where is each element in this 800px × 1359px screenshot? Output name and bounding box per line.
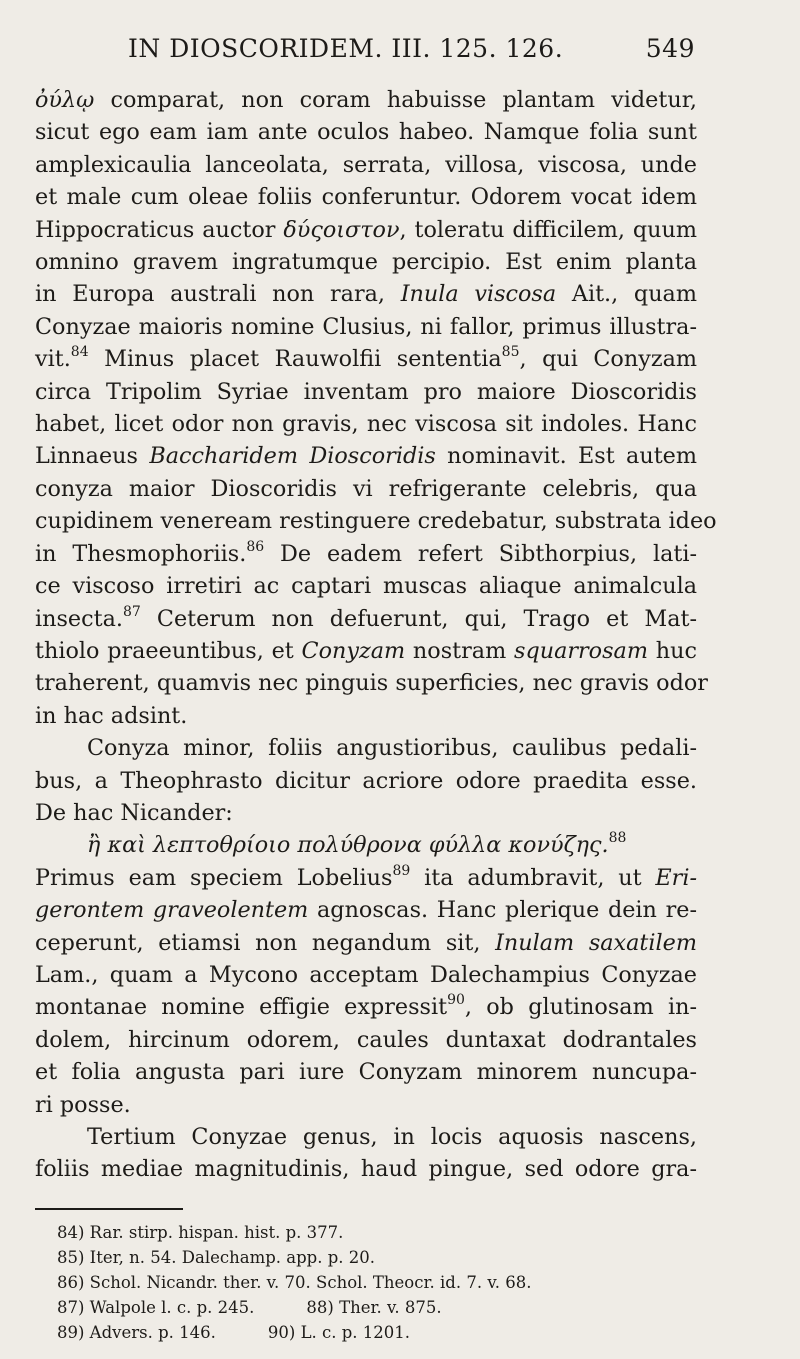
text-run: in hac adsint. (35, 702, 188, 729)
text-line (35, 1056, 697, 1088)
text-line (35, 149, 697, 181)
footnote (57, 1270, 800, 1295)
footnote-reference: 84 (70, 344, 89, 361)
text-run: Tertium Conyzae genus, in locis aquosis nascens, (87, 1124, 697, 1150)
footnote-text: 87) Walpole l. c. p. 245. (57, 1297, 255, 1317)
text-run: comparat, non coram habuisse plantam videtur, (94, 87, 697, 113)
text-line (35, 765, 697, 797)
italic-text: δύςοιστον (283, 216, 400, 243)
text-run: nominavit. Est autem (435, 443, 697, 470)
text-line (35, 991, 697, 1023)
footnote (57, 1295, 800, 1320)
text-line (35, 927, 697, 959)
text-line (35, 635, 697, 667)
text-line (35, 959, 697, 991)
footnote-reference: 89 (392, 862, 411, 879)
text-line (35, 278, 697, 310)
text-run: dolem, hircinum odorem, caules duntaxat dodrantales (35, 1026, 697, 1053)
text-line (35, 667, 708, 699)
text-run: foliis mediae magnitudinis, haud pingue, sed odore gra- (35, 1156, 697, 1183)
text-run: Conyza minor, foliis angustioribus, caulibus pedali- (87, 735, 697, 762)
italic-text: Inula viscosa (400, 281, 557, 308)
text-run: vit. (35, 346, 71, 373)
text-run: cupidinem veneream restinguere credebatur, substrata ideo (35, 508, 717, 535)
footnote-text: 89) Advers. p. 146. (57, 1322, 216, 1342)
text-run: Ceterum non defuerunt, qui, Trago et Mat- (140, 605, 697, 632)
footnote (57, 1245, 800, 1270)
text-line (35, 408, 697, 440)
italic-text: gerontem graveolentem (35, 897, 309, 924)
text-run: huc (648, 637, 697, 664)
text-run: Lam., quam a Mycono acceptam Dalechampius Conyzae (35, 961, 697, 988)
footnote-reference: 87 (122, 603, 141, 620)
text-line (35, 343, 697, 375)
text-run: thiolo praeeuntibus, et (35, 637, 302, 664)
footnote-text: 88) Ther. v. 875. (306, 1297, 442, 1317)
footnote-text: 90) L. c. p. 1201. (267, 1322, 411, 1342)
text-run: omnino gravem ingratumque percipio. Est enim planta (35, 249, 697, 276)
text-run: Ait., quam (556, 281, 697, 308)
body-text (35, 84, 717, 1186)
text-line (35, 116, 697, 148)
text-line (35, 538, 697, 570)
text-run: in Europa australi non rara, (35, 281, 401, 308)
footnote-rule (35, 1208, 183, 1210)
text-line (35, 732, 697, 764)
text-run: ce viscoso irretiri ac captari muscas aliaque animalcula (35, 573, 697, 600)
text-run: Minus placet Rauwolfii sententia (88, 346, 502, 373)
text-run: ita adumbravit, ut (410, 864, 656, 891)
text-line (35, 1024, 697, 1056)
text-run: Primus eam speciem Lobelius (35, 864, 393, 891)
text-line (35, 700, 697, 732)
text-line (35, 246, 697, 278)
text-run: De hac Nicander: (35, 799, 233, 826)
text-run: nostram (405, 637, 514, 664)
footnote (57, 1220, 800, 1245)
text-run: insecta. (35, 605, 123, 632)
footnote-reference: 85 (501, 344, 520, 361)
footnote-text: 84) Rar. stirp. hispan. hist. p. 377. (57, 1222, 344, 1242)
text-run: amplexicaulia lanceolata, serrata, villosa, viscosa, unde (35, 151, 697, 178)
text-run: et folia angusta pari iure Conyzam minorem nuncupa- (35, 1059, 697, 1086)
text-line (35, 603, 697, 635)
text-run: De eadem refert Sibthorpius, lati- (264, 540, 697, 567)
text-run: Hippocraticus auctor (35, 216, 284, 243)
text-run: in Thesmophoriis. (35, 540, 247, 567)
footnote-reference: 88 (608, 830, 627, 847)
italic-text: ἢ καὶ λεπτοθρίοιο πολύθρονα φύλλα κονύζης. (87, 832, 609, 859)
text-run: ri posse. (35, 1091, 131, 1118)
text-run: Linnaeus (35, 443, 150, 470)
text-line (35, 84, 697, 116)
text-line (35, 311, 697, 343)
text-run: sicut ego eam iam ante oculos habeo. Namque folia sunt (35, 119, 697, 146)
text-run: circa Tripolim Syriae inventam pro maiore Dioscoridis (35, 378, 697, 405)
text-line (35, 376, 697, 408)
text-line (35, 505, 717, 537)
text-run: , qui Conyzam (519, 346, 697, 373)
text-line (35, 473, 697, 505)
italic-text: Baccharidem Dioscoridis (149, 443, 436, 470)
text-run: traherent, quamvis nec pinguis superficies, nec gravis odor (35, 670, 708, 697)
text-run: agnoscas. Hanc plerique dein re- (308, 897, 697, 924)
italic-text: squarrosam (514, 637, 648, 664)
page-number: 549 (645, 34, 695, 63)
text-run: et male cum oleae foliis conferuntur. Odorem vocat idem (35, 184, 697, 211)
text-line (35, 797, 697, 829)
text-line (35, 1153, 697, 1185)
text-line (35, 181, 697, 213)
text-line (35, 829, 697, 861)
text-run: , ob glutinosam in- (464, 994, 697, 1021)
text-run: , toleratu difficilem, quum (399, 216, 697, 243)
text-line (35, 440, 697, 472)
italic-text: Conyzam (301, 637, 406, 664)
italic-text: Eri- (655, 864, 698, 891)
italic-text: Inulam saxatilem (495, 929, 697, 956)
text-run: ceperunt, etiamsi non negandum sit, (35, 929, 496, 956)
text-run: conyza maior Dioscoridis vi refrigerante celebris, qua (35, 475, 697, 502)
footnote (57, 1320, 800, 1345)
text-line (35, 894, 697, 926)
italic-text: ὀύλῳ (35, 87, 95, 113)
footnote-reference: 90 (447, 992, 465, 1009)
footnote-text: 86) Schol. Nicandr. ther. v. 70. Schol. Theocr. id. 7. v. 68. (57, 1272, 532, 1292)
footnote-reference: 86 (246, 538, 265, 555)
running-head: IN DIOSCORIDEM. III. 125. 126. (128, 34, 564, 63)
text-line (35, 1089, 697, 1121)
text-run: montanae nomine effigie expressit (35, 994, 448, 1021)
page-header (35, 34, 695, 74)
text-run: habet, licet odor non gravis, nec viscosa sit indoles. Hanc (35, 411, 697, 438)
footnote-text: 85) Iter, n. 54. Dalechamp. app. p. 20. (57, 1247, 376, 1267)
text-line (35, 1121, 697, 1153)
text-run: bus, a Theophrasto dicitur acriore odore praedita esse. (35, 767, 697, 794)
text-line (35, 214, 697, 246)
text-line (35, 570, 697, 602)
text-line (35, 862, 697, 894)
footnotes (57, 1220, 800, 1345)
text-run: Conyzae maioris nomine Clusius, ni fallor, primus illustra- (35, 313, 697, 340)
